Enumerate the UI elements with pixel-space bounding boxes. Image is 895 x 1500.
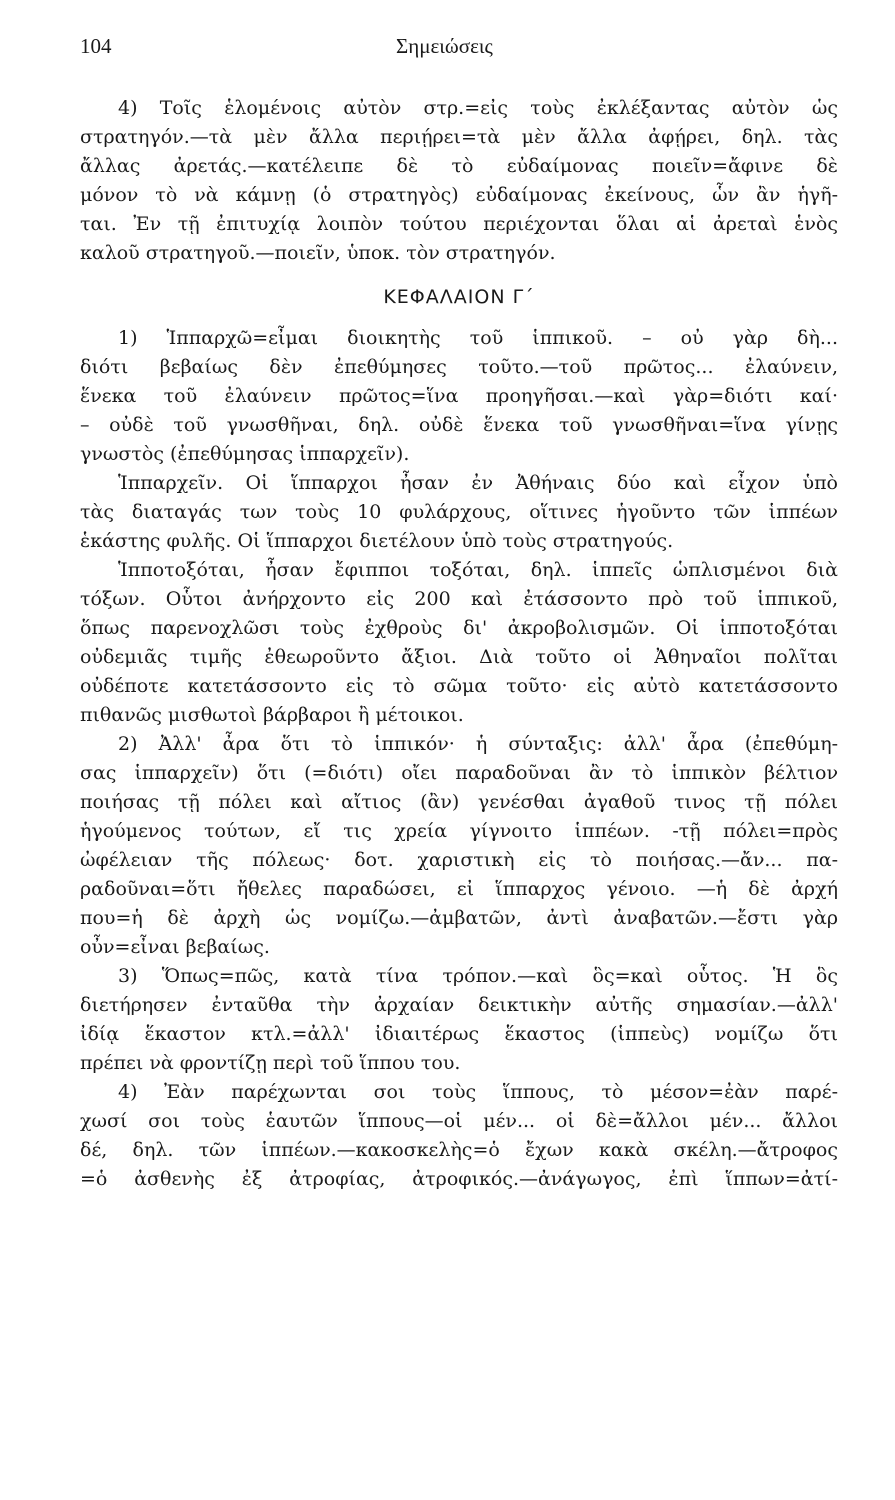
text-line: οὐδεμιᾶς τιμῆς ἐθεωροῦντο ἄξιοι. Διὰ τοῦτο οἱ Ἀθηναῖοι πολῖται: [80, 646, 838, 668]
page-number: 104: [80, 34, 112, 58]
text-line: 2) Ἀλλ' ἆρα ὅτι τὸ ἱππικόν· ἡ σύνταξις: ἀλλ' ἆρα (ἐπεθύμη-: [118, 733, 838, 755]
notes-text: [80, 94, 838, 1194]
text-line: διετήρησεν ἐνταῦθα τὴν ἀρχαίαν δεικτικὴν αὐτῆς σημασίαν.—ἀλλ': [80, 994, 838, 1016]
text-line: χωσί σοι τοὺς ἑαυτῶν ἵππους—οἱ μέν... οἱ δὲ=ἄλλοι μέν... ἄλλοι: [80, 1110, 838, 1132]
text-line: ποιήσας τῇ πόλει καὶ αἴτιος (ἂν) γενέσθαι ἀγαθοῦ τινος τῇ πόλει: [80, 791, 838, 813]
text-line: ραδοῦναι=ὅτι ἤθελες παραδώσει, εἰ ἵππαρχος γένοιο. —ἡ δὲ ἀρχή: [80, 878, 838, 900]
text-line: – οὐδὲ τοῦ γνωσθῆναι, δηλ. οὐδὲ ἕνεκα τοῦ γνωσθῆναι=ἵνα γίνῃς: [80, 414, 838, 436]
text-line: ἡγούμενος τούτων, εἴ τις χρεία γίγνοιτο ἱππέων. -τῇ πόλει=πρὸς: [80, 820, 838, 842]
text-line: τόξων. Οὗτοι ἀνήρχοντο εἰς 200 καὶ ἐτάσσοντο πρὸ τοῦ ἱππικοῦ,: [80, 588, 838, 610]
text-line: ἄλλας ἀρετάς.—κατέλειπε δὲ τὸ εὐδαίμονας ποιεῖν=ἄφινε δὲ: [80, 155, 838, 177]
text-line: οὐδέποτε κατετάσσοντο εἰς τὸ σῶμα τοῦτο· εἰς αὐτὸ κατετάσσοντο: [80, 675, 838, 697]
text-line: 4) Τοῖς ἑλομένοις αὐτὸν στρ.=εἰς τοὺς ἐκλέξαντας αὐτὸν ὡς: [118, 97, 838, 119]
text-line: Ἱπποτοξόται, ἦσαν ἔφιπποι τοξόται, δηλ. ἱππεῖς ὡπλισμένοι διὰ: [118, 559, 838, 581]
text-line: ὠφέλειαν τῆς πόλεως· δοτ. χαριστικὴ εἰς τὸ ποιήσας.—ἄν... πα-: [80, 849, 838, 871]
text-line: διότι βεβαίως δὲν ἐπεθύμησες τοῦτο.—τοῦ πρῶτος... ἐλαύνειν,: [80, 356, 838, 378]
page-header: [80, 34, 833, 64]
text-line: πιθανῶς μισθωτοὶ βάρβαροι ἢ μέτοικοι.: [80, 704, 464, 726]
text-line: =ὁ ἀσθενὴς ἐξ ἀτροφίας, ἀτροφικός.—ἀνάγωγος, ἐπὶ ἵππων=ἀτί-: [80, 1168, 838, 1190]
text-line: οὖν=εἶναι βεβαίως.: [80, 936, 270, 958]
text-line: που=ἡ δὲ ἀρχὴ ὡς νομίζω.—ἀμβατῶν, ἀντὶ ἀναβατῶν.—ἔστι γὰρ: [80, 907, 838, 929]
text-line: ἕνεκα τοῦ ἐλαύνειν πρῶτος=ἵνα προηγῆσαι.—καὶ γὰρ=διότι καί·: [80, 385, 838, 407]
text-line: ται. Ἐν τῇ ἐπιτυχίᾳ λοιπὸν τούτου περιέχονται ὅλαι αἱ ἀρεταὶ ἑνὸς: [80, 213, 838, 235]
text-line: μόνον τὸ νὰ κάμνῃ (ὁ στρατηγὸς) εὐδαίμονας ἐκείνους, ὧν ἂν ἡγῆ-: [80, 184, 838, 206]
text-line: 1) Ἱππαρχῶ=εἶμαι διοικητὴς τοῦ ἱππικοῦ. – οὐ γὰρ δὴ...: [118, 327, 838, 349]
text-line: 4) Ἐὰν παρέχωνται σοι τοὺς ἵππους, τὸ μέσον=ἐὰν παρέ-: [118, 1081, 838, 1103]
text-line: ἑκάστης φυλῆς. Οἱ ἵππαρχοι διετέλουν ὑπὸ τοὺς στρατηγούς.: [80, 530, 674, 552]
text-line: τὰς διαταγάς των τοὺς 10 φυλάρχους, οἵτινες ἡγοῦντο τῶν ἱππέων: [80, 501, 838, 523]
text-line: ὅπως παρενοχλῶσι τοὺς ἐχθροὺς δι' ἀκροβολισμῶν. Οἱ ἱπποτοξόται: [80, 617, 838, 639]
text-line: 3) Ὅπως=πῶς, κατὰ τίνα τρόπον.—καὶ ὃς=καὶ οὗτος. Ἡ ὃς: [118, 965, 838, 987]
text-line: στρατηγόν.—τὰ μὲν ἄλλα περιῄρει=τὰ μὲν ἄλλα ἀφῄρει, δηλ. τὰς: [80, 126, 838, 148]
chapter-heading: ΚΕΦΑΛΑΙΟΝ Γ΄: [383, 286, 535, 308]
text-line: πρέπει νὰ φροντίζῃ περὶ τοῦ ἵππου του.: [80, 1052, 461, 1074]
text-line: γνωστὸς (ἐπεθύμησας ἱππαρχεῖν).: [80, 443, 410, 465]
text-line: σας ἱππαρχεῖν) ὅτι (=διότι) οἴει παραδοῦναι ἂν τὸ ἱππικὸν βέλτιον: [80, 762, 838, 784]
text-line: Ἱππαρχεῖν. Οἱ ἵππαρχοι ἦσαν ἐν Ἀθήναις δύο καὶ εἶχον ὑπὸ: [118, 472, 838, 494]
text-line: δέ, δηλ. τῶν ἱππέων.—κακοσκελὴς=ὁ ἔχων κακὰ σκέλη.—ἄτροφος: [80, 1139, 838, 1161]
running-title: Σημειώσεις: [396, 34, 493, 58]
text-line: καλοῦ στρατηγοῦ.—ποιεῖν, ὑποκ. τὸν στρατηγόν.: [80, 242, 556, 264]
text-line: ἰδίᾳ ἕκαστον κτλ.=ἀλλ' ἰδιαιτέρως ἕκαστος (ἱππεὺς) νομίζω ὅτι: [80, 1023, 838, 1045]
